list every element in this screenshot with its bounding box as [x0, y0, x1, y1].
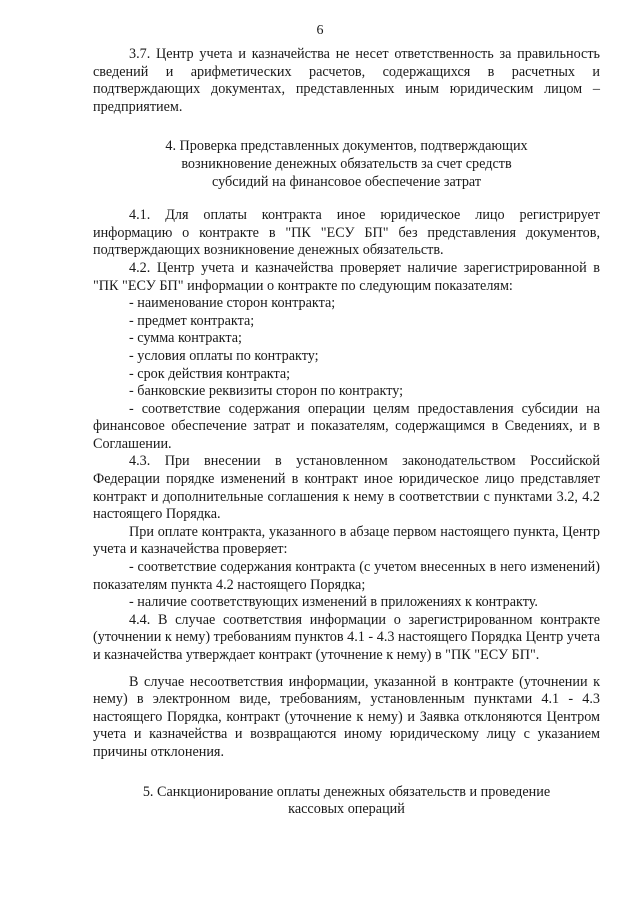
section-4-heading-line-1: 4. Проверка представленных документов, подтверждающих — [165, 138, 528, 155]
list-item: - сумма контракта; — [129, 330, 242, 347]
section-5-heading-line-1: 5. Санкционирование оплаты денежных обязательств и проведение — [142, 783, 551, 800]
list-item: - условия оплаты по контракту; — [129, 347, 319, 364]
section-5-heading-line-2: кассовых операций — [288, 801, 405, 818]
document-body — [93, 46, 600, 819]
list-item: - наличие соответствующих изменений в приложениях к контракту. — [129, 594, 538, 611]
list-item: - срок действия контракта; — [129, 365, 291, 382]
paragraph-4-3: 4.3. При внесении в установленном законодательством Российской Федерации порядке изменений в контракт иное юридическое лицо представляет контракт и дополнительные соглашения к нему в соответствии с пунктами 3.2, 4.2 настоящего Порядка. — [93, 453, 600, 523]
paragraph-4-1: 4.1. Для оплаты контракта иное юридическое лицо регистрирует информацию о контракте в "ПК "ЕСУ БП" без представления документов, подтверждающих возникновение денежных обязательств. — [93, 207, 600, 259]
list-item: - соответствие содержания операции целям предоставления субсидии на финансовое обеспечение затрат и показателям, содержащимся в Сведениях, и в Соглашении. — [93, 400, 600, 452]
page-number: 6 — [316, 23, 324, 38]
paragraph-3-7: 3.7. Центр учета и казначейства не несет ответственность за правильность сведений и арифметических расчетов, содержащихся в расчетных и подтверждающих документах, представленных иным юридическим лицом – предприятием. — [93, 46, 600, 115]
list-item: - соответствие содержания контракта (с учетом внесенных в него изменений) показателям пункта 4.2 настоящего Порядка; — [93, 559, 600, 593]
paragraph-4-2: 4.2. Центр учета и казначейства проверяет наличие зарегистрированной в "ПК "ЕСУ БП" информации о контракте по следующим показателям: — [93, 259, 600, 294]
list-item: - банковские реквизиты сторон по контракту; — [129, 383, 404, 400]
paragraph-4-4: 4.4. В случае соответствия информации о зарегистрированном контракте (уточнении к нему) требованиям пунктов 4.1 - 4.3 настоящего Порядка Центр учета и казначейства утверждает контракт (уточнение к нему) в "ПК "ЕСУ БП". — [93, 611, 600, 663]
paragraph-4-4-b: В случае несоответствия информации, указанной в контракте (уточнении к нему) в электронном виде, требованиям, установленным пунктами 4.1 - 4.3 настоящего Порядка, контракт (уточнение к нему) и Заявка отклоняются Центром учета и казначейства и возвращаются иному юридическому лицу с указанием причины отклонения. — [93, 673, 600, 760]
paragraph-4-3-b: При оплате контракта, указанного в абзаце первом настоящего пункта, Центр учета и казначейства проверяет: — [93, 523, 600, 558]
list-item: - наименование сторон контракта; — [129, 295, 336, 312]
section-4-heading-line-3: субсидий на финансовое обеспечение затрат — [211, 173, 482, 190]
list-item: - предмет контракта; — [129, 312, 255, 329]
section-4-heading-line-2: возникновение денежных обязательств за счет средств — [181, 155, 512, 172]
